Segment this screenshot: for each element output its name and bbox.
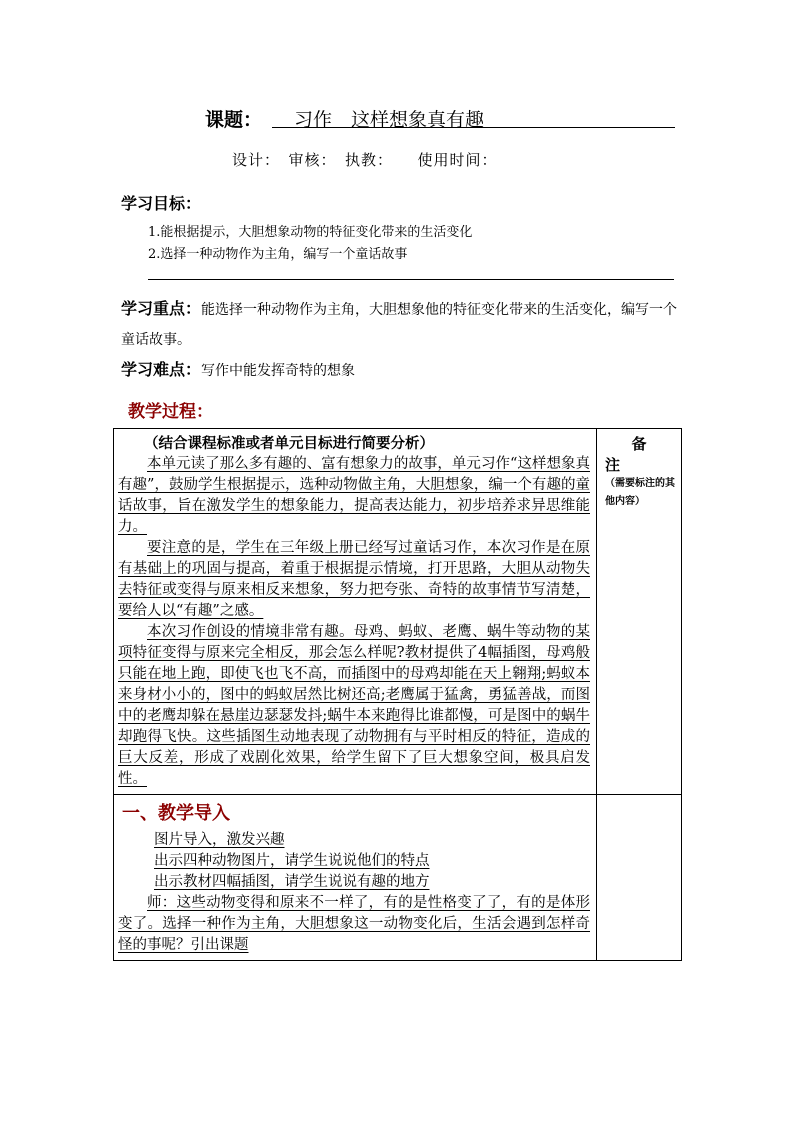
notes-cell-empty <box>597 795 682 961</box>
goal-item: 2.选择一种动物作为主角，编写一个童话故事 <box>148 247 408 262</box>
notes-desc: （需要标注的其他内容） <box>605 478 675 507</box>
meta-line: 设计： 审核： 执教： 使用时间： <box>232 151 498 169</box>
title-row <box>205 105 675 131</box>
notes-cell <box>597 429 682 795</box>
intro-item: 出示教材四幅插图，请学生说说有趣的地方 <box>154 874 430 890</box>
intro-cell <box>114 795 597 961</box>
intro-item: 出示四种动物图片，请学生说说他们的特点 <box>154 853 430 869</box>
lesson-table <box>113 428 682 961</box>
difficulty-heading: 学习难点： <box>121 360 202 379</box>
goal-item: 1.能根据提示，大胆想象动物的特征变化带来的生活变化 <box>148 225 473 240</box>
analysis-paragraph: 本次习作创设的情境非常有趣。母鸡、蚂蚁、老鹰、蜗牛等动物的某项特征变得与原来完全相反，那会怎么样呢?教材提供了4幅插图，母鸡般只能在地上跑，即使飞也飞不高，而插图中的母鸡却能在天上翱翔;蚂蚁本来身材小小的，图中的蚂蚁居然比树还高;老鹰属于猛禽，勇猛善战，而图中的老鹰却躲在悬崖边瑟瑟发抖;蜗牛本来跑得比谁都慢，可是图中的蜗牛却跑得飞快。这些插图生动地表现了动物拥有与平时相反的特征，造成的巨大反差，形成了戏剧化效果，给学生留下了巨大想象空间，极具启发性。 <box>118 624 590 787</box>
process-heading: 教学过程： <box>128 402 213 422</box>
goals-heading: 学习目标： <box>121 194 202 213</box>
title-label: 课题： <box>205 109 263 131</box>
intro-item: 图片导入，激发兴趣 <box>154 832 285 848</box>
divider <box>148 279 674 280</box>
key-heading: 学习重点： <box>121 299 202 318</box>
notes-head: 备 <box>631 435 647 453</box>
title-text <box>272 105 675 131</box>
goals-list <box>148 222 472 266</box>
analysis-paragraph: 要注意的是，学生在三年级上册已经写过童话习作，本次习作是在原有基础上的巩固与提高，着重于根据提示情境，打开思路，大胆从动物失去特征或变得与原来相反来想象，努力把夸张、奇特的故事情节写清楚，要给人以“有趣”之感。 <box>118 540 590 619</box>
teacher-text: 师：这些动物变得和原来不一样了，有的是性格变了了，有的是体形变了。选择一种作为主角，大胆想象这一动物变化后，生活会遇到怎样奇怪的事呢？引出课题 <box>118 895 590 953</box>
difficulty-text: 写作中能发挥奇特的想象 <box>201 363 356 379</box>
section-title: 一、教学导入 <box>122 803 230 824</box>
analysis-subtitle: （结合课程标准或者单元目标进行简要分析） <box>144 435 434 452</box>
key-point <box>121 294 677 355</box>
key-text: 能选择一种动物作为主角，大胆想象他的特征变化带来的生活变化，编写一个童话故事。 <box>121 302 678 348</box>
analysis-paragraph: 本单元读了那么多有趣的、富有想象力的故事，单元习作“这样想象真有趣”，鼓励学生根据提示，选种动物做主角，大胆想象，编一个有趣的童话故事，旨在激发学生的想象能力，提高表达能力，初步培养求异思维能力。 <box>118 456 590 535</box>
difficulty <box>121 357 355 380</box>
analysis-cell <box>114 429 597 795</box>
notes-sub: 注 <box>605 456 621 474</box>
lesson-title: 习作 这样想象真有趣 <box>294 109 485 131</box>
